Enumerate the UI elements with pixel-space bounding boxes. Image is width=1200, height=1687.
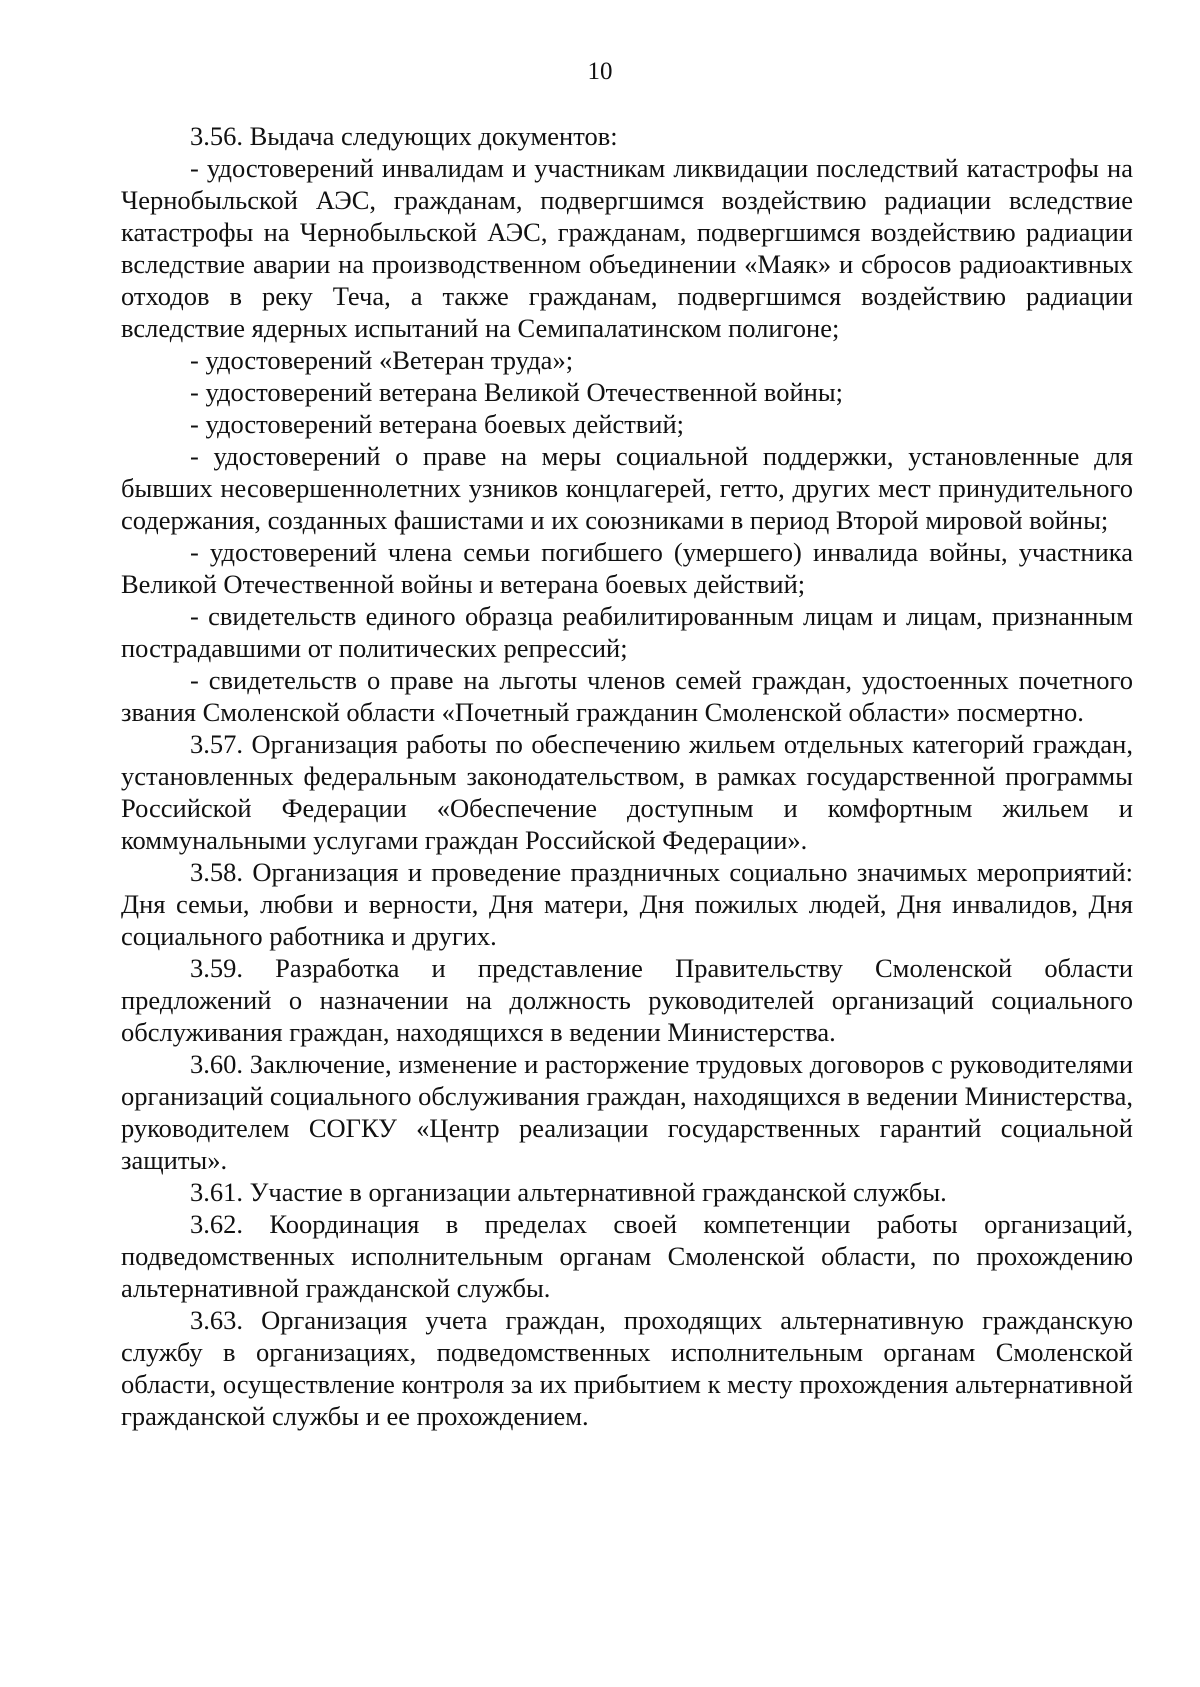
- list-item-family-members: - удостоверений члена семьи погибшего (умершего) инвалида войны, участника Великой Отечественной войны и ветерана боевых действий;: [121, 537, 1133, 599]
- list-item-labor-veteran: - удостоверений «Ветеран труда»;: [190, 345, 574, 375]
- page-number: 10: [587, 58, 613, 85]
- list-item-wwii-veteran: - удостоверений ветерана Великой Отечественной войны;: [190, 377, 844, 407]
- list-item-honorary-citizen: - свидетельств о праве на льготы членов семей граждан, удостоенных почетного звания Смоленской области «Почетный гражданин Смоленской области» посмертно.: [121, 665, 1133, 727]
- paragraph-3-60: 3.60. Заключение, изменение и расторжение трудовых договоров с руководителями организаций социального обслуживания граждан, находящихся в ведении Министерства, руководителем СОГКУ «Центр реализации государственных гарантий социальной защиты».: [121, 1049, 1133, 1175]
- paragraph-3-63: 3.63. Организация учета граждан, проходящих альтернативную гражданскую службу в организациях, подведомственных исполнительным органам Смоленской области, осуществление контроля за их прибытием к месту прохождения альтернативной гражданской службы и ее прохождением.: [121, 1305, 1133, 1431]
- list-item-camp-prisoners: - удостоверений о праве на меры социальной поддержки, установленные для бывших несовершеннолетних узников концлагерей, гетто, других мест принудительного содержания, созданных фашистами и их союзниками в период Второй мировой войны;: [121, 441, 1133, 535]
- list-item-chernobyl-certificates: - удостоверений инвалидам и участникам ликвидации последствий катастрофы на Чернобыльской АЭС, гражданам, подвергшимся воздействию радиации вследствие катастрофы на Чернобыльской АЭС, гражданам, подвергшимся воздействию радиации вследствие аварии на производственном объединении «Маяк» и сбросов радиоактивных отходов в реку Теча, а также гражданам, подвергшимся воздействию радиации вследствие ядерных испытаний на Семипалатинском полигоне;: [121, 153, 1133, 343]
- paragraph-3-58: 3.58. Организация и проведение праздничных социально значимых мероприятий: Дня семьи, любви и верности, Дня матери, Дня пожилых людей, Дня инвалидов, Дня социального работника и других.: [121, 857, 1133, 951]
- list-item-rehabilitated: - свидетельств единого образца реабилитированным лицам и лицам, признанным пострадавшими от политических репрессий;: [121, 601, 1133, 663]
- paragraph-3-56: 3.56. Выдача следующих документов:: [190, 121, 618, 151]
- paragraph-3-61: 3.61. Участие в организации альтернативной гражданской службы.: [190, 1177, 947, 1207]
- paragraph-3-62: 3.62. Координация в пределах своей компетенции работы организаций, подведомственных исполнительным органам Смоленской области, по прохождению альтернативной гражданской службы.: [121, 1209, 1133, 1303]
- document-body: [121, 120, 1133, 1432]
- list-item-combat-veteran: - удостоверений ветерана боевых действий;: [190, 409, 685, 439]
- paragraph-3-57: 3.57. Организация работы по обеспечению жильем отдельных категорий граждан, установленных федеральным законодательством, в рамках государственной программы Российской Федерации «Обеспечение доступным и комфортным жильем и коммунальными услугами граждан Российской Федерации».: [121, 729, 1133, 855]
- paragraph-3-59: 3.59. Разработка и представление Правительству Смоленской области предложений о назначении на должность руководителей организаций социального обслуживания граждан, находящихся в ведении Министерства.: [121, 953, 1133, 1047]
